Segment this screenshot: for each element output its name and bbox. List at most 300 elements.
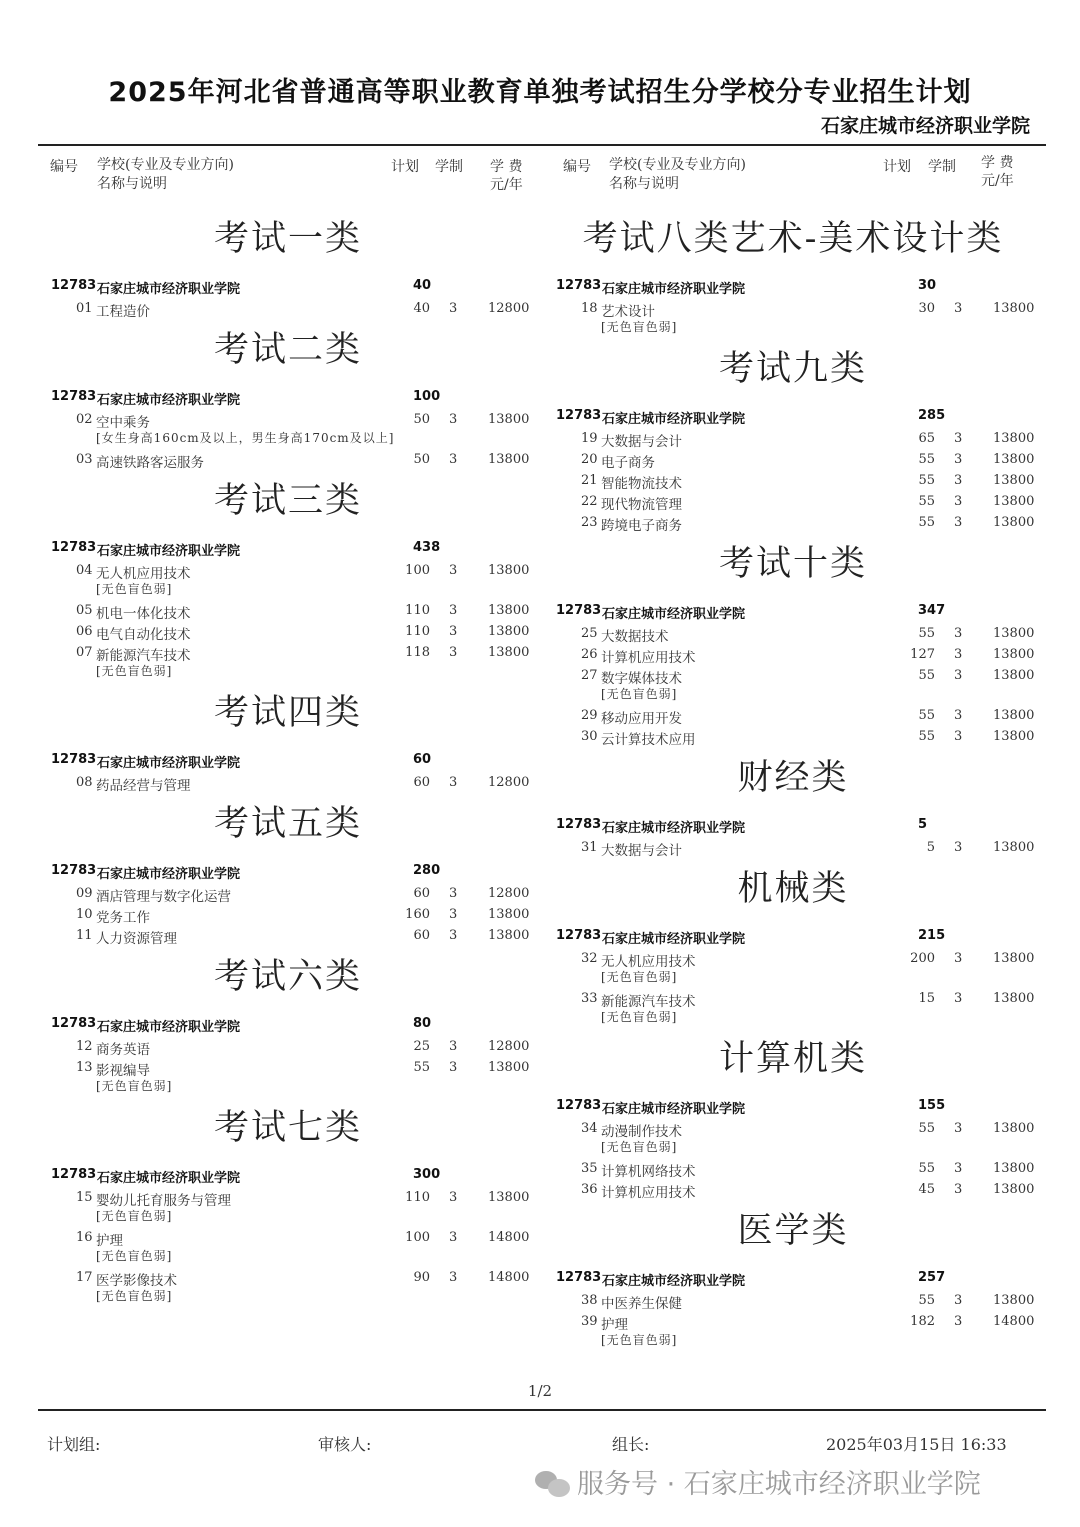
major-name: 商务英语 [96,1042,150,1058]
leader-label: 组长: [612,1435,650,1454]
major-name: 电子商务 [601,455,655,471]
school-total-plan: 60 [413,752,432,767]
school-total-plan: 285 [918,408,946,423]
major-number: 12 [76,1039,93,1054]
major-row [553,988,1033,1009]
watermark-text: 服务号 · 石家庄城市经济职业学院 [577,1469,981,1500]
major-number: 08 [76,775,93,790]
major-fee: 13800 [488,928,530,943]
major-length: 3 [954,1182,963,1197]
major-name: 云计算技术应用 [601,732,696,748]
major-row [553,449,1033,470]
major-fee: 13800 [993,729,1035,744]
major-plan: 55 [918,668,935,683]
school-code: 12783 [51,540,97,555]
major-note: [无色盲色弱] [96,1249,173,1263]
left-column [48,208,528,1307]
major-name: 医学影像技术 [96,1273,177,1289]
major-name: 新能源汽车技术 [601,994,696,1010]
category-heading: 医学类 [737,1211,849,1251]
bottom-rule [38,1409,1046,1411]
major-length: 3 [954,452,963,467]
major-name: 跨境电子商务 [601,518,682,534]
header-school-line1: 学校(专业及专业方向) [609,157,746,173]
major-name: 党务工作 [96,910,150,926]
category-heading: 考试三类 [213,481,362,521]
major-item [48,1187,528,1227]
major-name: 计算机应用技术 [601,650,696,666]
major-item [553,1158,1033,1179]
school-row [553,274,1033,298]
major-item [48,409,528,449]
major-length: 3 [449,928,458,943]
major-note: [无色盲色弱] [601,970,678,984]
major-length: 3 [449,563,458,578]
school-name: 石家庄城市经济职业学院 [97,282,241,297]
column-header-right [563,156,1063,202]
category-heading: 考试十类 [718,544,867,584]
major-plan: 45 [918,1182,935,1197]
print-datetime: 2025年03月15日 16:33 [826,1435,1007,1454]
major-plan: 50 [413,452,430,467]
major-plan: 110 [405,1190,430,1205]
major-name: 药品经营与管理 [96,778,191,794]
page-title: 2025年河北省普通高等职业教育单独考试招生分学校分专业招生计划 [108,77,972,108]
school-row [48,748,528,772]
school-code: 12783 [51,863,97,878]
school-row [48,859,528,883]
category-heading: 考试六类 [213,957,362,997]
school-row [553,924,1033,948]
major-row [553,1158,1033,1179]
category-heading: 考试七类 [213,1108,362,1148]
major-plan: 55 [918,729,935,744]
major-fee: 13800 [993,515,1035,530]
major-number: 21 [581,473,598,488]
major-fee: 13800 [488,412,530,427]
major-plan: 15 [918,991,935,1006]
major-name: 无人机应用技术 [601,954,696,970]
header-code: 编号 [563,159,591,175]
header-school-line2: 名称与说明 [97,176,167,192]
major-plan: 100 [405,563,430,578]
major-row [48,621,528,642]
major-item [553,665,1033,705]
major-fee: 13800 [993,647,1035,662]
major-item [48,621,528,642]
major-plan: 55 [918,452,935,467]
major-fee: 13800 [993,431,1035,446]
major-length: 3 [449,301,458,316]
school-code: 12783 [556,603,602,618]
major-fee: 13800 [488,603,530,618]
watermark [535,1462,981,1501]
major-item [48,1227,528,1267]
major-length: 3 [954,626,963,641]
major-row [48,1036,528,1057]
major-fee: 13800 [488,1060,530,1075]
school-total-plan: 5 [918,817,928,832]
major-fee: 13800 [993,1293,1035,1308]
major-item [553,705,1033,726]
major-plan: 40 [413,301,430,316]
major-item [553,449,1033,470]
major-item [553,1118,1033,1158]
major-number: 02 [76,412,93,427]
major-number: 06 [76,624,93,639]
major-plan: 100 [405,1230,430,1245]
major-length: 3 [954,1121,963,1136]
major-plan: 55 [918,1161,935,1176]
major-number: 36 [581,1182,598,1197]
school-name: 石家庄城市经济职业学院 [602,932,746,947]
school-name: 石家庄城市经济职业学院 [602,412,746,427]
school-name: 石家庄城市经济职业学院 [602,1102,746,1117]
major-length: 3 [449,624,458,639]
major-name: 数字媒体技术 [601,671,682,687]
major-length: 3 [954,668,963,683]
school-total-plan: 40 [413,278,432,293]
major-note: [无色盲色弱] [601,687,678,701]
major-row [48,409,528,430]
major-row [553,1179,1033,1200]
school-row [48,1012,528,1036]
major-fee: 13800 [488,645,530,660]
major-plan: 55 [918,515,935,530]
major-note: [无色盲色弱] [96,664,173,678]
major-item [553,470,1033,491]
column-header-left [50,156,550,202]
major-plan: 182 [910,1314,935,1329]
major-fee: 14800 [488,1270,530,1285]
major-number: 16 [76,1230,93,1245]
major-name: 高速铁路客运服务 [96,455,204,471]
header-length: 学制 [928,159,956,175]
major-name: 酒店管理与数字化运营 [96,889,231,905]
school-total-plan: 438 [413,540,441,555]
major-fee: 13800 [993,473,1035,488]
school-code: 12783 [556,928,602,943]
category-heading: 机械类 [737,869,849,909]
major-length: 3 [954,473,963,488]
school-name: 石家庄城市经济职业学院 [97,544,241,559]
school-row [48,385,528,409]
major-item [553,948,1033,988]
major-row [48,560,528,581]
major-length: 3 [449,645,458,660]
major-length: 3 [449,886,458,901]
major-row [553,512,1033,533]
header-fee-line2: 元/年 [981,173,1014,189]
major-note: [无色盲色弱] [601,1140,678,1154]
major-number: 15 [76,1190,93,1205]
major-number: 22 [581,494,598,509]
major-fee: 13800 [488,452,530,467]
major-name: 空中乘务 [96,415,150,431]
major-number: 04 [76,563,93,578]
major-fee: 12800 [488,886,530,901]
major-length: 3 [449,412,458,427]
major-item [553,298,1033,338]
major-fee: 13800 [993,1161,1035,1176]
school-total-plan: 155 [918,1098,946,1113]
major-row [48,1187,528,1208]
major-name: 影视编导 [96,1063,150,1079]
major-fee: 13800 [993,840,1035,855]
header-plan: 计划 [883,159,911,175]
major-item [48,1036,528,1057]
major-fee: 13800 [993,626,1035,641]
school-code: 12783 [51,389,97,404]
wechat-icon [535,1469,571,1497]
major-name: 大数据与会计 [601,434,682,450]
major-fee: 14800 [993,1314,1035,1329]
major-plan: 55 [918,626,935,641]
major-fee: 13800 [993,951,1035,966]
major-note: [无色盲色弱] [96,1289,173,1303]
major-name: 婴幼儿托育服务与管理 [96,1193,231,1209]
major-row [553,644,1033,665]
major-plan: 55 [918,494,935,509]
major-name: 移动应用开发 [601,711,682,727]
school-code: 12783 [51,278,97,293]
major-item [48,925,528,946]
major-row [48,1227,528,1248]
major-item [553,644,1033,665]
major-fee: 12800 [488,1039,530,1054]
major-number: 39 [581,1314,598,1329]
major-row [553,1290,1033,1311]
major-name: 人力资源管理 [96,931,177,947]
major-length: 3 [954,1293,963,1308]
major-plan: 90 [413,1270,430,1285]
major-fee: 13800 [488,1190,530,1205]
major-name: 工程造价 [96,304,150,320]
major-row [553,948,1033,969]
school-row [553,1094,1033,1118]
major-length: 3 [954,708,963,723]
major-number: 05 [76,603,93,618]
major-name: 大数据技术 [601,629,669,645]
header-fee-line2: 元/年 [490,177,523,193]
major-plan: 110 [405,603,430,618]
school-code: 12783 [556,1270,602,1285]
school-name: 石家庄城市经济职业学院 [602,282,746,297]
school-total-plan: 300 [413,1167,441,1182]
major-plan: 55 [918,1121,935,1136]
top-rule [38,144,1046,146]
major-number: 10 [76,907,93,922]
school-row [553,1266,1033,1290]
major-row [553,837,1033,858]
major-plan: 118 [405,645,430,660]
major-row [48,883,528,904]
school-total-plan: 80 [413,1016,432,1031]
major-name: 计算机网络技术 [601,1164,696,1180]
category-heading: 财经类 [737,758,849,798]
school-row [553,813,1033,837]
major-row [48,1057,528,1078]
school-name: 石家庄城市经济职业学院 [97,756,241,771]
category-heading: 考试二类 [213,330,362,370]
major-length: 3 [954,494,963,509]
major-item [48,560,528,600]
major-note: [无色盲色弱] [601,1333,678,1347]
major-name: 中医养生保健 [601,1296,682,1312]
major-note: [无色盲色弱] [96,1079,173,1093]
major-number: 20 [581,452,598,467]
major-plan: 55 [918,1293,935,1308]
major-row [553,428,1033,449]
major-number: 11 [76,928,93,943]
major-plan: 60 [413,775,430,790]
major-row [553,665,1033,686]
major-number: 31 [581,840,598,855]
major-fee: 13800 [993,708,1035,723]
major-fee: 13800 [993,1121,1035,1136]
major-name: 无人机应用技术 [96,566,191,582]
major-row [48,642,528,663]
major-number: 03 [76,452,93,467]
school-row [48,536,528,560]
major-row [553,470,1033,491]
plan-group-label: 计划组: [47,1435,101,1454]
major-plan: 60 [413,928,430,943]
major-fee: 12800 [488,301,530,316]
header-school-line1: 学校(专业及专业方向) [97,157,234,173]
major-item [553,512,1033,533]
major-item [48,600,528,621]
major-item [553,988,1033,1028]
major-plan: 200 [910,951,935,966]
major-item [553,1179,1033,1200]
major-name: 机电一体化技术 [96,606,191,622]
major-note: [无色盲色弱] [96,582,173,596]
school-row [48,274,528,298]
major-row [48,904,528,925]
major-plan: 55 [918,708,935,723]
major-number: 25 [581,626,598,641]
major-number: 17 [76,1270,93,1285]
major-name: 艺术设计 [601,304,655,320]
major-length: 3 [954,729,963,744]
school-code: 12783 [556,278,602,293]
school-name: 石家庄城市经济职业学院 [602,821,746,836]
school-code: 12783 [556,408,602,423]
major-plan: 127 [910,647,935,662]
major-item [48,1267,528,1307]
major-item [553,1290,1033,1311]
major-row [553,705,1033,726]
major-name: 护理 [601,1317,628,1333]
major-fee: 12800 [488,775,530,790]
major-number: 30 [581,729,598,744]
school-row [553,599,1033,623]
major-plan: 160 [405,907,430,922]
major-number: 23 [581,515,598,530]
major-number: 35 [581,1161,598,1176]
major-fee: 13800 [993,301,1035,316]
school-name: 石家庄城市经济职业学院 [97,393,241,408]
major-row [48,600,528,621]
major-fee: 14800 [488,1230,530,1245]
school-subtitle: 石家庄城市经济职业学院 [820,115,1030,137]
major-note: [无色盲色弱] [96,1209,173,1223]
major-name: 现代物流管理 [601,497,682,513]
right-column [553,208,1033,1351]
school-total-plan: 280 [413,863,441,878]
major-plan: 65 [918,431,935,446]
reviewer-label: 审核人: [318,1435,372,1454]
school-code: 12783 [556,817,602,832]
major-length: 3 [954,1161,963,1176]
major-number: 29 [581,708,598,723]
major-number: 38 [581,1293,598,1308]
major-length: 3 [954,647,963,662]
page-number: 1/2 [527,1382,553,1400]
major-length: 3 [954,840,963,855]
major-name: 电气自动化技术 [96,627,191,643]
header-school-line2: 名称与说明 [609,176,679,192]
major-plan: 50 [413,412,430,427]
major-item [553,837,1033,858]
major-number: 34 [581,1121,598,1136]
school-total-plan: 100 [413,389,441,404]
major-number: 13 [76,1060,93,1075]
major-number: 07 [76,645,93,660]
major-fee: 13800 [993,668,1035,683]
major-plan: 55 [918,473,935,488]
major-number: 33 [581,991,598,1006]
major-fee: 13800 [488,907,530,922]
school-name: 石家庄城市经济职业学院 [97,1020,241,1035]
major-row [48,298,528,319]
major-note: [无色盲色弱] [601,320,678,334]
major-name: 智能物流技术 [601,476,682,492]
major-row [553,1118,1033,1139]
school-code: 12783 [51,1167,97,1182]
header-plan: 计划 [391,159,419,175]
major-item [48,883,528,904]
major-number: 01 [76,301,93,316]
header-fee-line1: 学 费 [981,155,1014,171]
major-row [48,925,528,946]
school-total-plan: 215 [918,928,946,943]
school-total-plan: 347 [918,603,946,618]
major-row [553,726,1033,747]
major-item [48,298,528,319]
major-length: 3 [449,907,458,922]
major-number: 32 [581,951,598,966]
major-item [553,491,1033,512]
major-item [48,904,528,925]
major-fee: 13800 [993,1182,1035,1197]
major-length: 3 [449,1039,458,1054]
major-item [48,642,528,682]
major-fee: 13800 [488,624,530,639]
major-number: 19 [581,431,598,446]
major-length: 3 [449,1060,458,1075]
school-name: 石家庄城市经济职业学院 [97,1171,241,1186]
major-length: 3 [449,775,458,790]
major-length: 3 [954,301,963,316]
major-note: [女生身高160cm及以上，男生身高170cm及以上] [96,431,395,445]
major-name: 大数据与会计 [601,843,682,859]
major-item [553,726,1033,747]
category-heading: 考试一类 [213,219,362,259]
category-heading: 计算机类 [718,1039,867,1079]
major-row [553,1311,1033,1332]
